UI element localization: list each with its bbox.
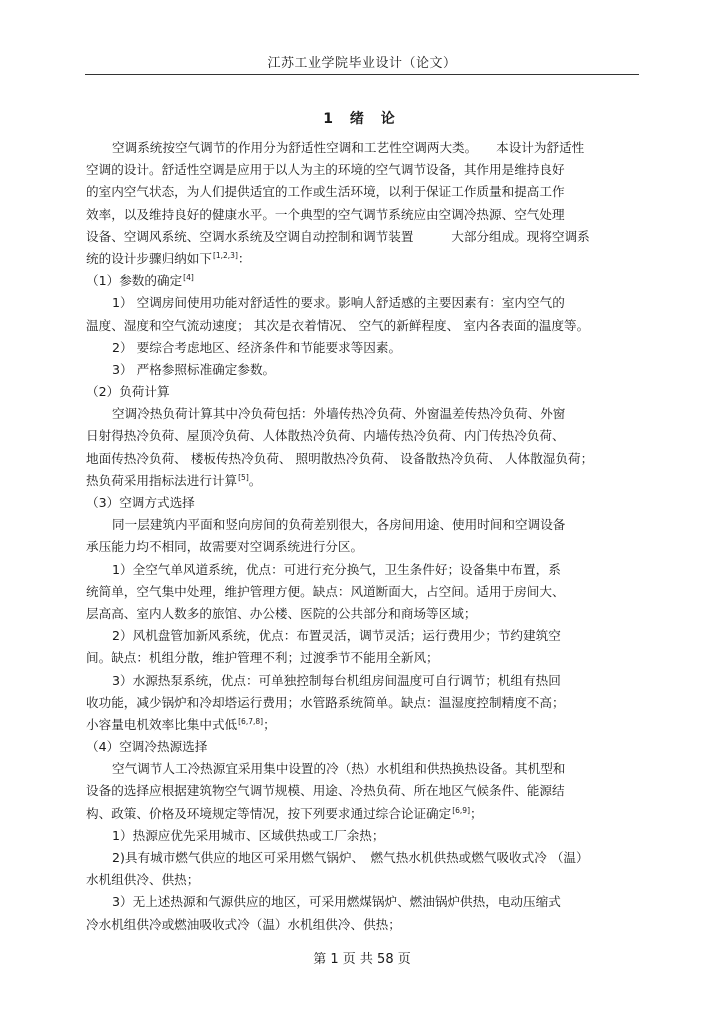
page-header: 江苏工业学院毕业设计（论文） [267,56,457,71]
line-text: 温度、湿度和空气流动速度； 其次是衣着情况、 空气的新鲜程度、 室内各表面的温度等。 [86,317,590,333]
line-text: 效率，以及维持良好的健康水平。一个典型的空气调节系统应由空调冷热源、空气处理 [86,206,565,222]
text-line [86,625,642,647]
line-text: 收功能，减少锅炉和冷却塔运行费用；水管路系统简单。缺点：温湿度控制精度不高； [86,694,565,710]
line-text: （3）空调方式选择 [86,495,195,510]
text-line [86,536,642,558]
text-line [86,292,642,314]
text-line [86,514,642,536]
line-text: 空调系统按空气调节的作用分为舒适性空调和工艺性空调两大类。 本设计为舒适性 [112,140,585,155]
citation-ref: [1,2,3] [212,250,238,260]
text-line [86,780,642,802]
text-line [86,736,642,758]
text-line [86,226,642,248]
line-text: 空调冷热负荷计算其中冷负荷包括：外墙传热冷负荷、外窗温差传热冷负荷、外窗 [112,406,566,422]
citation-ref: [6,7,8] [238,716,264,726]
line-text: 承压能力均不相同，故需要对空调系统进行分区。 [86,539,364,555]
line-punctuation: ： [237,250,251,266]
text-line [86,670,642,692]
text-line [86,559,642,581]
line-text: 1） 空调房间使用功能对舒适性的要求。影响人舒适感的主要因素有：室内空气的 [112,295,565,311]
line-text: 空气调节人工冷热源宜采用集中设置的冷（热）水机组和供热换热设备。其机型和 [112,761,566,777]
text-line [86,470,642,492]
line-punctuation: 。 [248,472,262,488]
line-text: 3）水源热泵系统，优点：可单独控制每台机组房间温度可自行调节；机组有热回 [112,672,561,688]
text-line [86,869,642,891]
text-line [86,647,642,669]
text-line [86,204,642,226]
text-line [86,337,642,359]
text-line [86,425,642,447]
line-text: 小容量电机效率比集中式低 [86,716,238,732]
line-text: 间。缺点：机组分散，维护管理不利；过渡季节不能用全新风； [86,650,439,666]
line-text: 2）风机盘管加新风系统，优点：布置灵活，调节灵活；运行费用少；节约建筑空 [112,628,561,644]
citation-ref: [5] [238,472,249,482]
line-text: 3）无上述热源和气源供应的地区，可采用燃煤锅炉、燃油锅炉供热，电动压缩式 [112,894,561,910]
line-text: 统的设计步骤归纳如下 [86,250,212,266]
line-text: 的室内空气状态，为人们提供适宜的工作或生活环境，以利于保证工作质量和提高工作 [86,184,565,200]
line-text: 水机组供冷、供热； [86,872,200,888]
text-line [86,803,642,825]
line-text: （2）负荷计算 [86,384,170,400]
line-text: 设备的选择应根据建筑物空气调节规模、用途、冷热负荷、所在地区气候条件、能源结 [86,783,565,799]
header-divider [85,74,639,75]
line-text: 1）全空气单风道系统，优点：可进行充分换气，卫生条件好；设备集中布置，系 [112,561,561,577]
text-line [86,448,642,470]
text-line [86,714,642,736]
line-punctuation: ； [470,805,483,821]
line-text: 2)具有城市燃气供应的地区可采用燃气锅炉、 燃气热水机供热或燃气吸收式冷 （温） [112,850,589,865]
line-text: 1）热源应优先采用城市、区域供热或工厂余热； [112,827,385,843]
text-line [86,891,642,913]
chapter-title: 1 绪 论 [323,111,401,127]
text-line [86,914,642,936]
text-line [86,137,642,159]
page-footer: 第 1 页 共 58 页 [313,952,411,967]
line-text: （1）参数的确定 [86,273,183,289]
line-text: 同一层建筑内平面和竖向房间的负荷差别很大，各房间用途、使用时间和空调设备 [112,517,566,533]
text-line [86,847,642,869]
line-text: 构、政策、价格及环境规定等情况，按下列要求通过综合论证确定 [86,805,452,821]
text-line [86,315,642,337]
line-text: （4）空调冷热源选择 [86,739,208,755]
citation-ref: [6,9] [452,805,470,815]
text-line [86,603,642,625]
text-line [86,359,642,381]
line-text: 日射得热冷负荷、屋顶冷负荷、人体散热冷负荷、内墙传热冷负荷、内门传热冷负荷、 [86,428,565,444]
citation-ref: [4] [183,273,194,283]
body-text [86,137,642,936]
text-line [86,270,642,292]
line-text: 地面传热冷负荷、 楼板传热冷负荷、 照明散热冷负荷、 设备散热冷负荷、 人体散湿负荷； [86,450,594,466]
text-line [86,159,642,181]
line-text: 冷水机组供冷或燃油吸收式冷（温）水机组供冷、供热； [86,916,401,932]
text-line [86,758,642,780]
text-line [86,492,642,514]
line-punctuation: ； [263,716,276,732]
line-text: 热负荷采用指标法进行计算 [86,472,238,488]
text-line [86,581,642,603]
line-text: 统简单，空气集中处理，维护管理方便。缺点：风道断面大，占空间。适用于房间大、 [86,583,565,599]
line-text: 设备、空调风系统、空调水系统及空调自动控制和调节装置 大部分组成。现将空调系 [86,228,590,244]
line-text: 3） 严格参照标准确定参数。 [112,361,276,377]
text-line [86,248,642,270]
text-line [86,825,642,847]
text-line [86,381,642,403]
line-text: 2） 要综合考虑地区、经济条件和节能要求等因素。 [112,339,402,355]
line-text: 空调的设计。舒适性空调是应用于以人为主的环境的空气调节设备，其作用是维持良好 [86,162,565,178]
text-line [86,692,642,714]
text-line [86,403,642,425]
text-line [86,181,642,203]
line-text: 层高高、室内人数多的旅馆、办公楼、医院的公共部分和商场等区域； [86,605,477,621]
